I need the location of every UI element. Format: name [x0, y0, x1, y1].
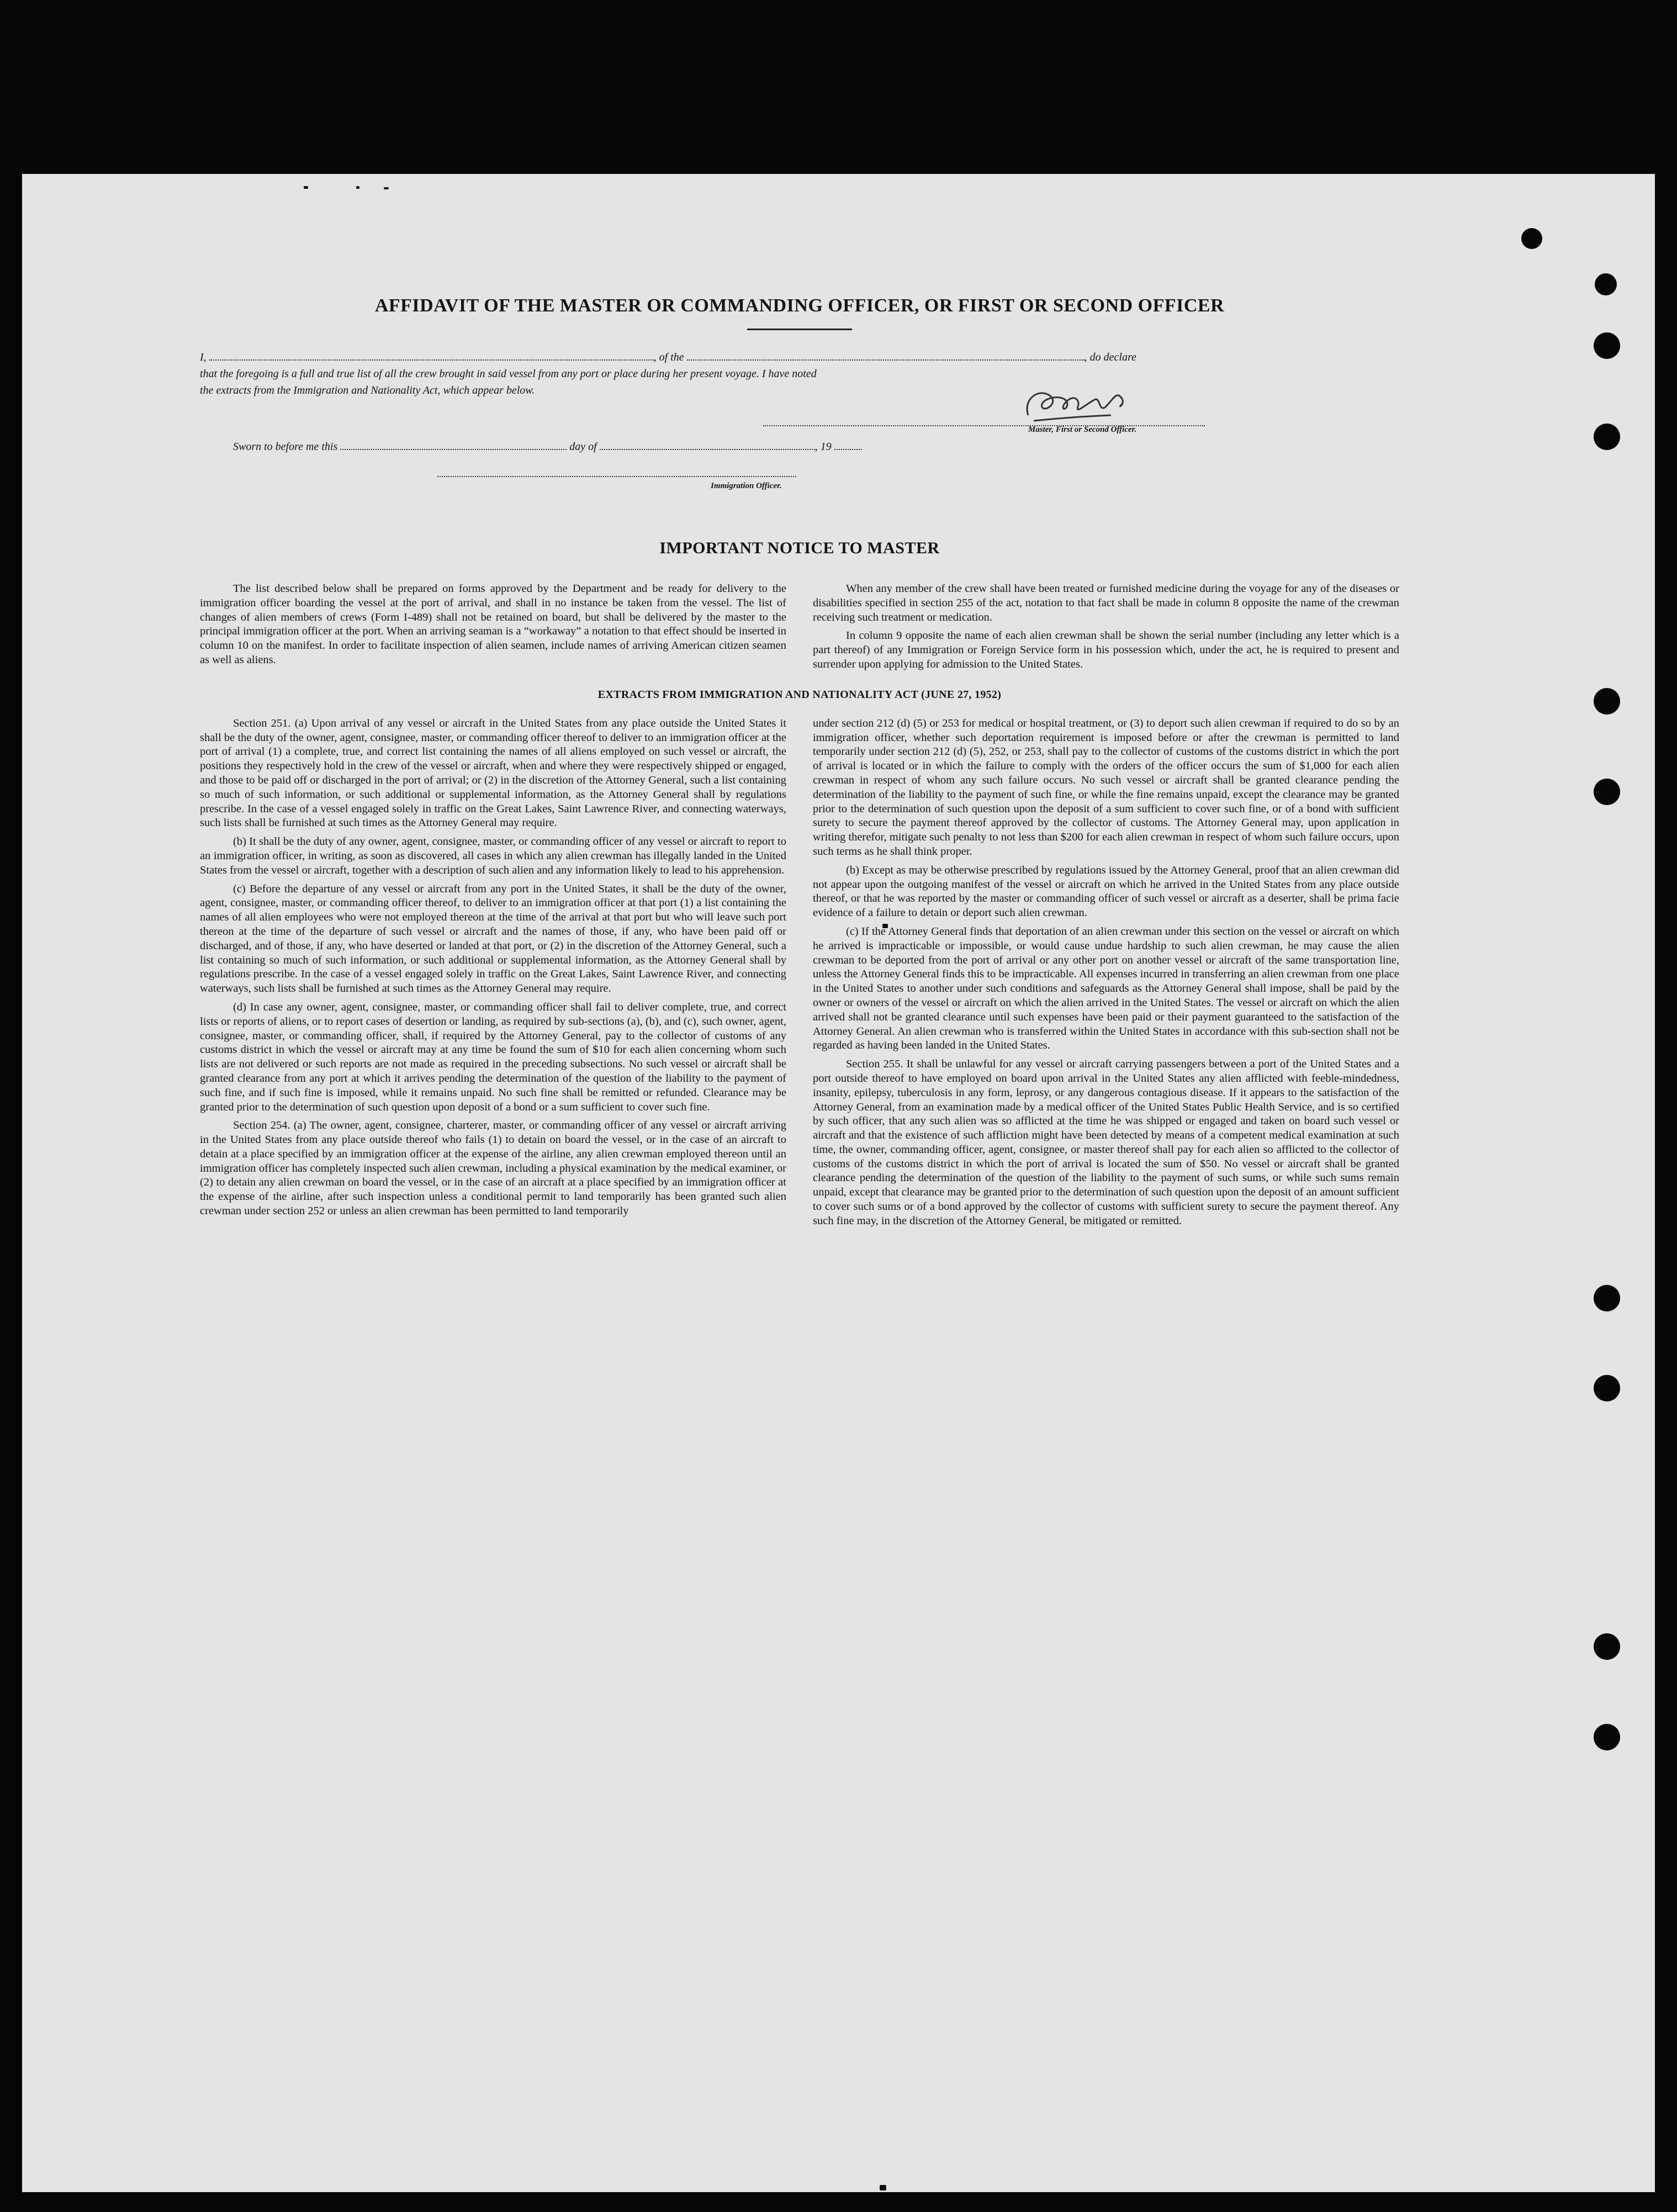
signature-block: [200, 399, 1399, 490]
signature-caption: Master, First or Second Officer.: [1028, 425, 1137, 434]
handwritten-signature: [1017, 382, 1161, 432]
declaration-of-the: , of the: [653, 351, 684, 363]
notice-left-column: [200, 582, 786, 676]
binder-hole: [1594, 1285, 1620, 1311]
affidavit-title: AFFIDAVIT OF THE MASTER OR COMMANDING OFFICER, OR FIRST OR SECOND OFFICER: [374, 295, 1225, 316]
declaration-text-2: that the foregoing is a full and true list of all the crew brought in said vessel from any port or place during her present voyage. I have noted: [200, 368, 817, 380]
vessel-field[interactable]: [687, 350, 1085, 361]
speck: [304, 186, 308, 189]
declaration-text-3: the extracts from the Immigration and Nationality Act, which appear below.: [200, 384, 535, 396]
declaration-line: [200, 349, 1399, 366]
section-251-c: (c) Before the departure of any vessel or aircraft from any port in the United States, it shall be the duty of the owner, agent, consignee, master, or commanding officer thereof, to deliver to an immigration officer at that port (1) a list containing the names of all alien employees who were not employed thereon at the time of the arrival at that port but who will leave such port thereon at the time of the departure of such vessel or aircraft and the names of those, if any, who have been paid off or discharged, and of those, if any, who have deserted or landed at that port, or (2) in the discretion of the Attorney General, such a list containing so much of such information, or such additional or supplemental information, as the Attorney General shall by regulations prescribe. In the case of a vessel engaged solely in traffic on the Great Lakes, Saint Lawrence River, and connecting waterways, such lists shall be furnished at such times as the Attorney General may require.: [200, 882, 786, 995]
notice-paragraph: The list described below shall be prepared on forms approved by the Department and be ready for delivery to the immigration officer boarding the vessel at the port of arrival, and shall in no instance be taken from the vessel. The list of changes of alien members of crews (Form I-489) shall not be retained on board, but shall be delivered by the master to the principal immigration officer at the port. When an arriving seaman is a “workaway” a notation to that effect should be inserted in column 10 on the manifest. In order to facilitate inspection of alien seamen, include names of arriving American citizen seamen as well as aliens.: [200, 583, 786, 666]
section-254-c: (c) If the Attorney General finds that deportation of an alien crewman under this section on the vessel or aircraft on which he arrived is impracticable or impossible, or would cause undue hardship to such alien crewman, he may cause the alien crewman to be deported from the port of arrival or any other port on another vessel or aircraft of the same transportation line, unless the Attorney General finds this to be impracticable. All expenses incurred in transferring an alien crewman from one place in the United States to another under such conditions and safeguards as the Attorney General shall impose, shall be paid by the owner or owners of the vessel or aircraft on which the alien arrived in the United States. The vessel or aircraft on which the alien arrived shall not be granted clearance until such expenses have been paid or their payment guaranteed to the satisfaction of the Attorney General. An alien crewman who is transferred within the United States in accordance with this sub-section shall not be regarded as having been landed in the United States.: [813, 925, 1399, 1052]
notice-paragraph: In column 9 opposite the name of each alien crewman shall be shown the serial number (including any letter which is a part thereof) of any Immigration or Foreign Service form in his possession which, under the act, he is required to present and surrender upon applying for admission to the United States.: [813, 629, 1399, 670]
sworn-year-field[interactable]: [834, 439, 862, 450]
binder-hole: [1594, 1375, 1620, 1401]
extracts-left-column: [200, 717, 786, 1233]
corner-mark: [1521, 228, 1542, 249]
binder-hole: [1594, 1633, 1620, 1660]
extracts-title: EXTRACTS FROM IMMIGRATION AND NATIONALITY ACT (JUNE 27, 1952): [597, 688, 1002, 701]
sworn-label: Sworn to before me this: [233, 441, 338, 453]
title-rule: [747, 329, 852, 330]
immigration-officer-caption: Immigration Officer.: [711, 481, 782, 490]
binder-hole: [1594, 779, 1620, 805]
document-sheet: [22, 174, 1655, 2192]
notice-title: IMPORTANT NOTICE TO MASTER: [659, 539, 940, 557]
sworn-day-field[interactable]: [340, 439, 567, 450]
extracts-right-column: [813, 717, 1399, 1233]
binder-hole: [1594, 688, 1620, 715]
declaration-declare: , do declare: [1084, 351, 1136, 363]
day-of-label: day of: [569, 441, 597, 453]
notice-paragraph: When any member of the crew shall have been treated or furnished medicine during the voyage for any of the diseases or disabilities specified in section 255 of the act, notation to that fact shall be made in column 8 opposite the name of the crewman receiving such treatment or medication.: [813, 583, 1399, 623]
binder-hole: [1594, 424, 1620, 450]
speck: [384, 187, 389, 189]
binder-hole: [1595, 273, 1617, 295]
declaration-i: I,: [200, 351, 207, 363]
binder-hole: [1594, 332, 1620, 359]
section-251-d: (d) In case any owner, agent, consignee, master, or commanding officer shall fail to deliver complete, true, and correct lists or reports of aliens, or to report cases of desertion or landing, as required by sub-sections (a), (b), and (c), such owner, agent, consignee, master, or commanding officer, shall, if required by the Attorney General, pay to the collector of customs of any customs district in which the vessel or aircraft may at any time be found the sum of $10 for each alien concerning whom such lists are not delivered or such reports are not made as required in the preceding subsections. No such vessel or aircraft shall be granted clearance from any port at which it arrives pending the determination of the question of the liability to the payment of such fine, and if such fine is imposed, while it remains unpaid. No such fine shall be remitted or refunded. Clearance may be granted prior to the determination of such question upon deposit of a bond or a sum sufficient to cover such fine.: [200, 1001, 786, 1113]
affidavit-page: [200, 295, 1399, 1233]
section-254-a-cont: under section 212 (d) (5) or 253 for medical or hospital treatment, or (3) to deport such alien crewman if required to do so by an immigration officer, whether such deportation requirement is imposed before or after the crewman is permitted to land temporarily under section 212 (d) (5), 252, or 253, shall pay to the collector of customs of the customs district in which the port of arrival is located or in which the failure to comply with the orders of the officer occurs the sum of $1,000 for each alien crewman in respect of whom any such failure occurs. No such vessel or aircraft shall be granted clearance pending the determination of the liability to the payment of such fine, or while the fine remains unpaid, except the clearance may be granted prior to the determination of such question upon the deposit of a sum sufficient to cover such fine, or of a bond with sufficient surety to secure the payment thereof approved by the collector of customs. The Attorney General may, upon application in writing therefor, mitigate such penalty to not less than $200 for each alien crewman in respect of whom such failure occurs, upon such terms as he shall think proper.: [813, 717, 1399, 858]
binder-hole: [1594, 1724, 1620, 1750]
section-251-b: (b) It shall be the duty of any owner, agent, consignee, master, or commanding officer of any vessel or aircraft to report to an immigration officer, in writing, as soon as discovered, all cases in which any alien crewman has illegally landed in the United States from the vessel or aircraft, together with a description of such alien and any information likely to lead to his apprehension.: [200, 835, 786, 876]
sworn-month-field[interactable]: [600, 439, 815, 450]
notice-columns: [200, 582, 1399, 676]
section-254-a: Section 254. (a) The owner, agent, consignee, charterer, master, or commanding officer of any vessel or aircraft arriving in the United States from any place outside thereof who fails (1) to detain on board the vessel, or in the case of an aircraft to detain at a place specified by an immigration officer at the expense of the airline, any alien crewman employed thereon until an immigration officer has completely inspected such alien crewman, including a physical examination by the medical examiner, or (2) to detain any alien crewman on board the vessel, or in the case of an aircraft at a place specified by an immigration officer at the expense of the airline, after such inspection unless a conditional permit to land temporarily has been granted such alien crewman under section 252 or unless an alien crewman has been permitted to land temporarily: [200, 1119, 786, 1218]
year-label: , 19: [814, 441, 832, 453]
speck: [356, 186, 359, 189]
section-255: Section 255. It shall be unlawful for any vessel or aircraft carrying passengers between a port of the United States and a port outside thereof to have employed on board upon arrival in the United States any alien afflicted with feeble-mindedness, insanity, epilepsy, tuberculosis in any form, leprosy, or any dangerous contagious disease. If it appears to the satisfaction of the Attorney General, from an examination made by a medical officer of the United States Public Health Service, and is so certified by such officer, that any such alien was so afflicted at the time he was shipped or engaged and taken on board such vessel or aircraft and that the existence of such affliction might have been detected by means of a competent medical examination at such time, the owner, commanding officer, agent, consignee, or master thereof shall pay for each alien so afflicted to the collector of customs of the customs district in which the port of arrival is located the sum of $50. No vessel or aircraft shall be granted clearance pending the determination of the question of the liability to the payment of such sums, or while such sums remain unpaid, except that clearance may be granted prior to the determination of such question upon the deposit of an amount sufficient to cover such sums or of a bond approved by the collector of customs with sufficient surety to secure the payment thereof. Any such fine may, in the discretion of the Attorney General, be mitigated or remitted.: [813, 1058, 1399, 1227]
sworn-line: [233, 438, 862, 455]
notice-right-column: [813, 582, 1399, 676]
extracts-columns: [200, 717, 1399, 1233]
section-251-a: Section 251. (a) Upon arrival of any vessel or aircraft in the United States from any place outside the United States it shall be the duty of the owner, agent, consignee, master, or commanding officer thereof to deliver to an immigration officer at the port of arrival (1) a complete, true, and correct list containing the names of all aliens employed on such vessel or aircraft, the positions they respectively hold in the crew of the vessel or aircraft, when and where they were respectively shipped or engaged, and those to be paid off or discharged in the port of arrival; or (2) in the discretion of the Attorney General, such a list containing so much of such information, or such additional or supplemental information, as the Attorney General shall by regulations prescribe. In the case of a vessel engaged solely in traffic on the Great Lakes, Saint Lawrence River, and connecting waterways, such lists shall be furnished at such times as the Attorney General may require.: [200, 717, 786, 829]
speck: [880, 2185, 886, 2190]
name-field[interactable]: [209, 350, 654, 361]
section-254-b: (b) Except as may be otherwise prescribed by regulations issued by the Attorney General, proof that an alien crewman did not appear upon the outgoing manifest of the vessel or aircraft on which he arrived in the United States from any place outside thereof, or that he was reported by the master or commanding officer of such vessel or aircraft as a deserter, shall be prima facie evidence of a failure to detain or deport such alien crewman.: [813, 864, 1399, 919]
immigration-officer-line[interactable]: [437, 466, 796, 477]
